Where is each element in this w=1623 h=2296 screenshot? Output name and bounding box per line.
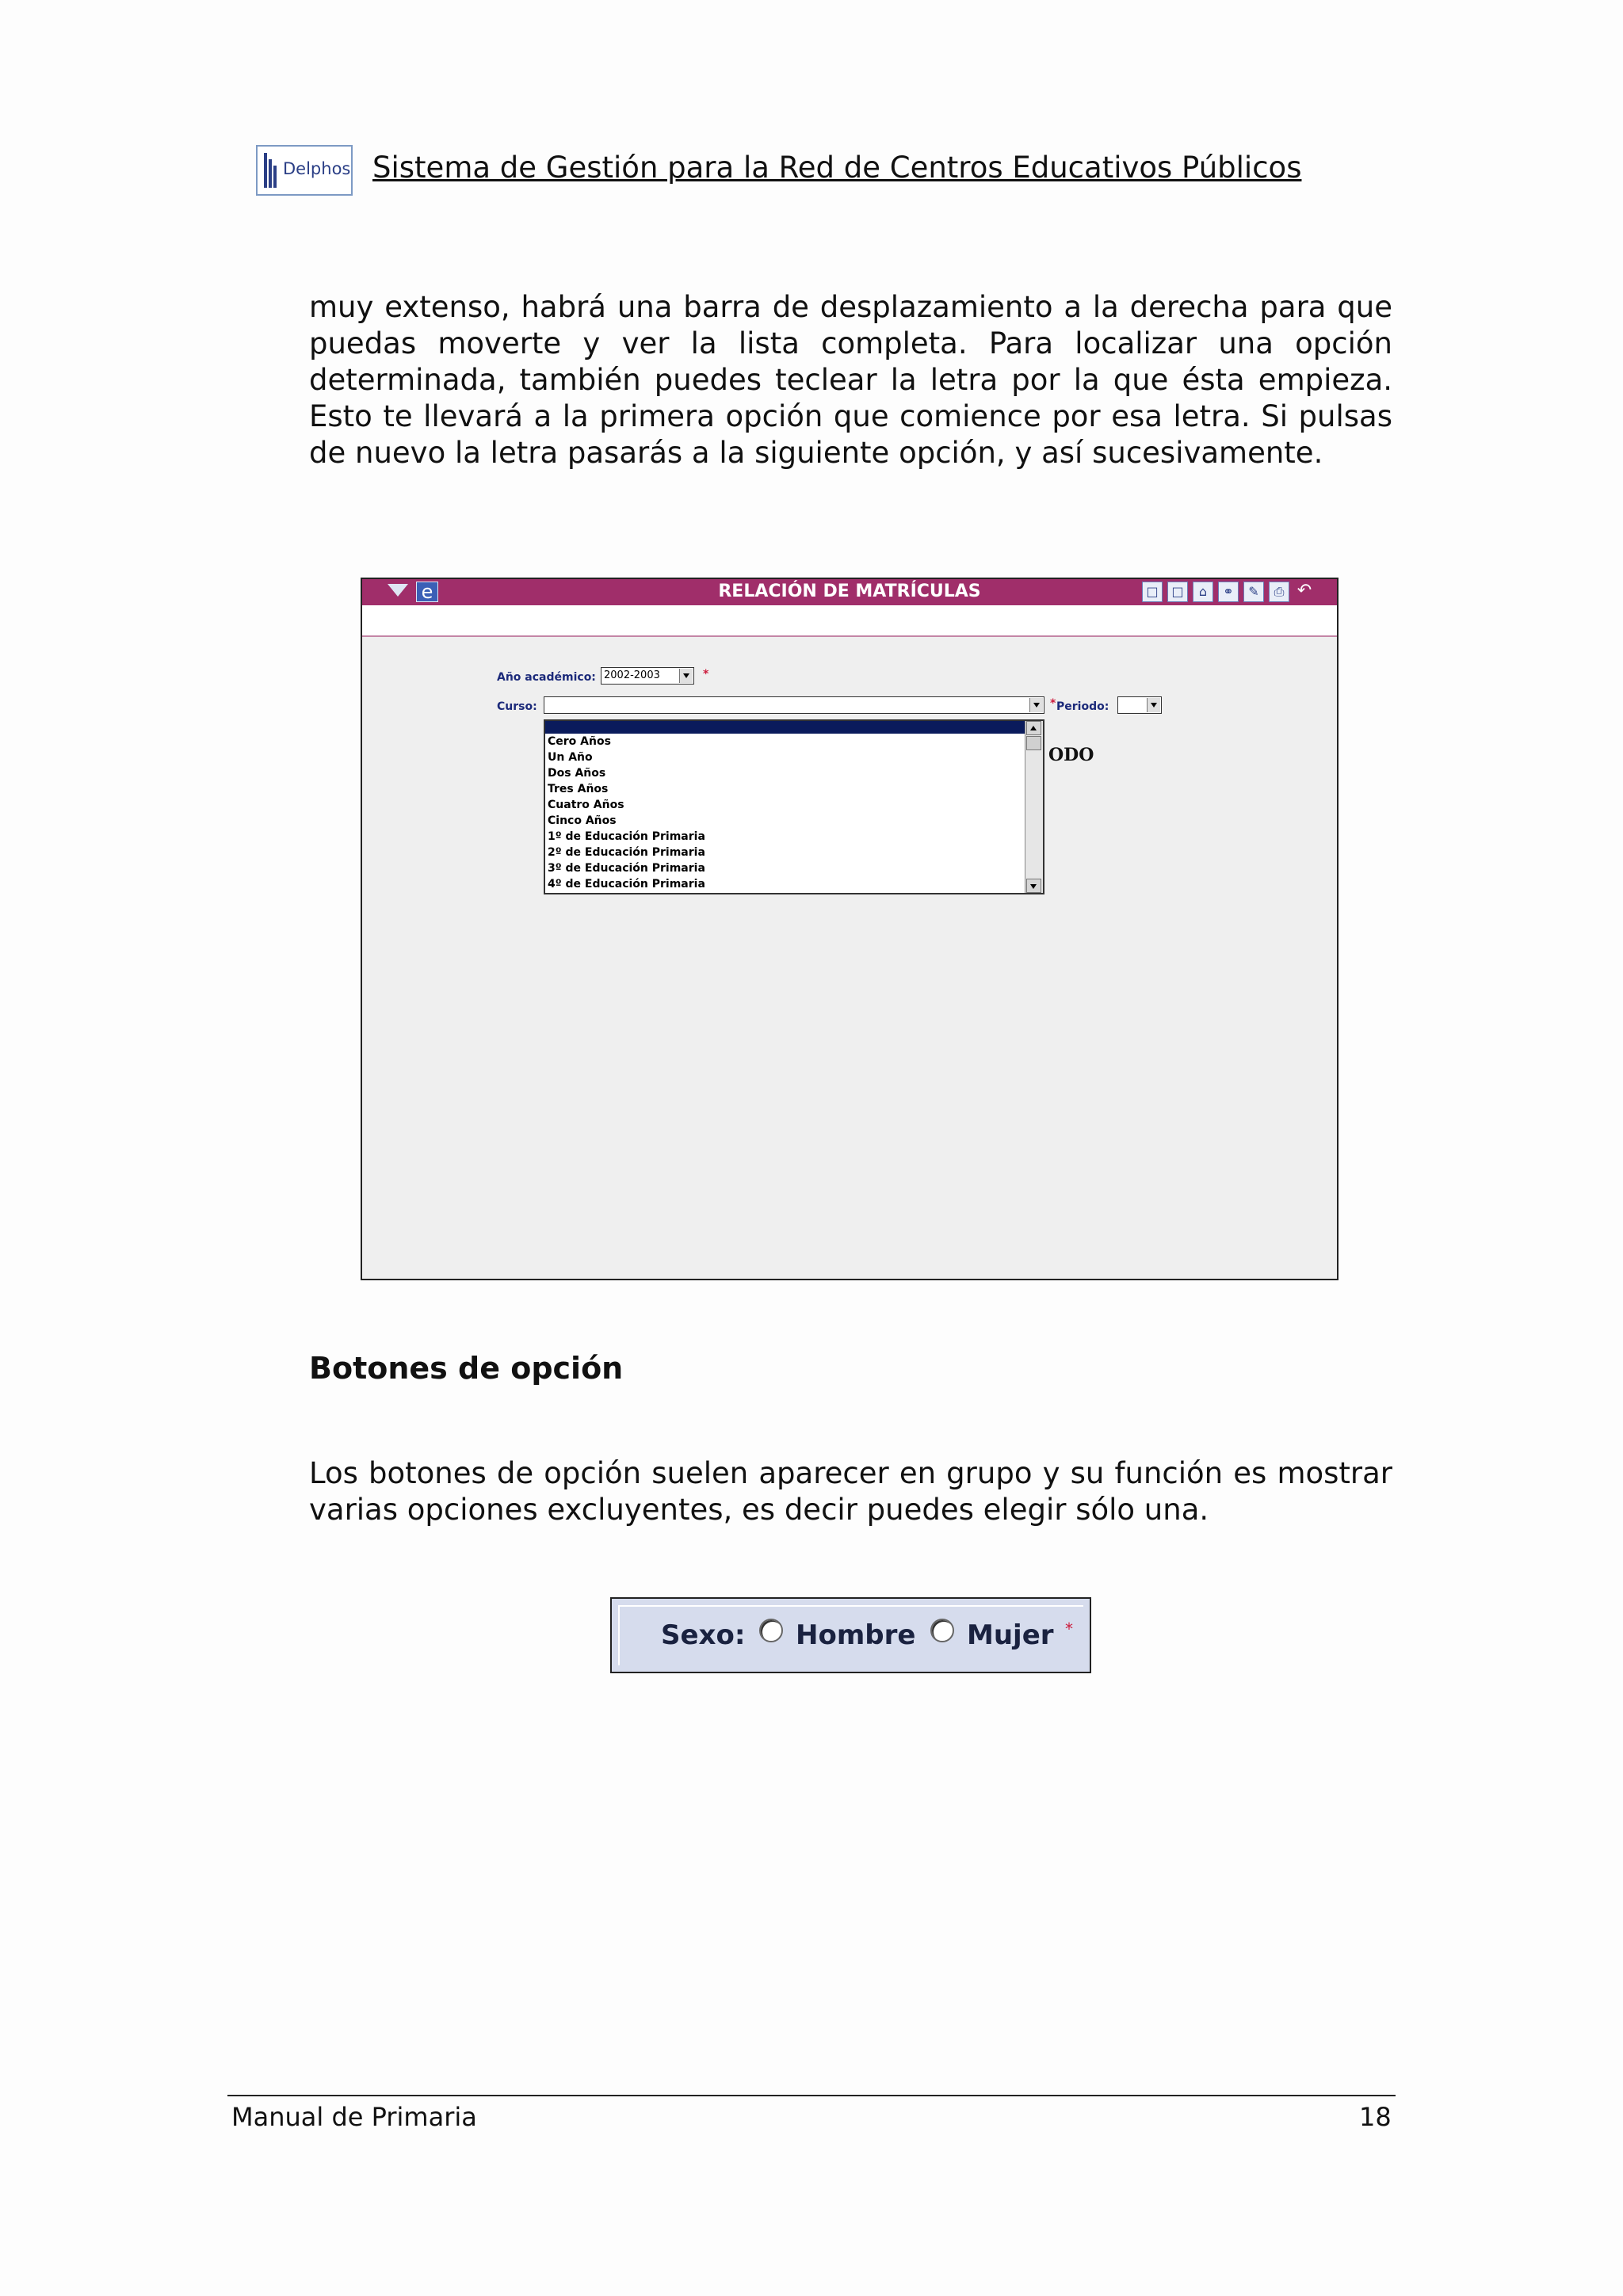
pillars-icon	[264, 153, 278, 188]
course-option[interactable]: Dos Años	[548, 767, 606, 780]
periodo-select[interactable]	[1117, 696, 1162, 714]
window-title: RELACIÓN DE MATRÍCULAS	[718, 582, 981, 601]
chevron-down-icon[interactable]	[1029, 698, 1043, 712]
sexo-label: Sexo:	[661, 1619, 746, 1651]
partial-text: ODO	[1048, 745, 1094, 765]
delphos-logo	[256, 145, 353, 196]
course-option[interactable]: 1º de Educación Primaria	[548, 830, 705, 843]
form-band	[362, 605, 1337, 635]
logo-text: Delphos	[283, 159, 351, 178]
new-doc-icon[interactable]: □	[1142, 582, 1163, 602]
radio-mujer[interactable]	[930, 1619, 954, 1642]
radio-hombre[interactable]	[759, 1619, 783, 1642]
footer-divider	[227, 2095, 1396, 2096]
binoculars-icon[interactable]: ⚭	[1218, 582, 1239, 602]
selected-empty-option[interactable]	[545, 721, 1043, 734]
paragraph: Los botones de opción suelen aparecer en grupo y su función es mostrar varias opciones excluyentes, es decir puedes elegir sólo una.	[309, 1456, 1392, 1527]
toolbar-icons	[1142, 582, 1315, 602]
radio-buttons-screenshot	[610, 1597, 1091, 1673]
undo-icon[interactable]: ↶	[1296, 581, 1312, 601]
hombre-label[interactable]: Hombre	[796, 1619, 916, 1651]
periodo-label: Periodo:	[1056, 700, 1109, 713]
mujer-label[interactable]: Mujer	[967, 1619, 1054, 1651]
course-option[interactable]: Cero Años	[548, 735, 611, 748]
paragraph: muy extenso, habrá una barra de desplazamiento a la derecha para que puedas moverte y ver la lista completa. Para localizar una opción determinada, también puedes teclear la letra por la que ésta empieza. Esto te llevará a la primera opción que comience por esa letra. Si pulsas de nuevo la letra pasarás a la siguiente opción, y así sucesivamente.	[309, 290, 1392, 470]
curso-dropdown-list[interactable]	[544, 719, 1044, 894]
page-icon[interactable]: □	[1167, 582, 1188, 602]
page-number: 18	[1359, 2102, 1392, 2132]
course-option[interactable]: 4º de Educación Primaria	[548, 878, 705, 891]
chevron-down-icon[interactable]	[1147, 698, 1160, 712]
option-list	[545, 734, 1043, 892]
scroll-up-icon[interactable]	[1026, 721, 1041, 735]
anio-select[interactable]	[601, 667, 694, 685]
required-mark: *	[1050, 697, 1056, 710]
anio-value: 2002-2003	[604, 669, 660, 681]
window-titlebar	[362, 579, 1337, 605]
divider	[362, 635, 1337, 637]
e-icon[interactable]: e	[416, 582, 438, 602]
scroll-thumb[interactable]	[1026, 736, 1041, 750]
print-icon[interactable]: ⎙	[1269, 582, 1289, 602]
relacion-matriculas-screenshot	[361, 578, 1338, 1280]
scrollbar[interactable]	[1025, 721, 1043, 893]
anio-label: Año académico:	[497, 671, 596, 684]
course-option[interactable]: Cinco Años	[548, 814, 617, 827]
home-icon[interactable]: ⌂	[1193, 582, 1213, 602]
footer-title: Manual de Primaria	[231, 2102, 477, 2132]
course-option[interactable]: 3º de Educación Primaria	[548, 862, 705, 875]
required-mark: *	[1065, 1619, 1073, 1638]
required-mark: *	[703, 668, 709, 681]
curso-select[interactable]	[544, 696, 1044, 714]
scroll-down-icon[interactable]	[1026, 879, 1041, 893]
header-title: Sistema de Gestión para la Red de Centros Educativos Públicos	[372, 151, 1302, 185]
chevron-down-icon[interactable]	[679, 669, 693, 683]
curso-label: Curso:	[497, 700, 537, 713]
course-option[interactable]: 2º de Educación Primaria	[548, 846, 705, 859]
course-option[interactable]: Cuatro Años	[548, 799, 624, 811]
section-heading: Botones de opción	[309, 1351, 624, 1386]
course-option[interactable]: Un Año	[548, 751, 593, 764]
edit-icon[interactable]: ✎	[1243, 582, 1264, 602]
course-option[interactable]: Tres Años	[548, 783, 609, 795]
